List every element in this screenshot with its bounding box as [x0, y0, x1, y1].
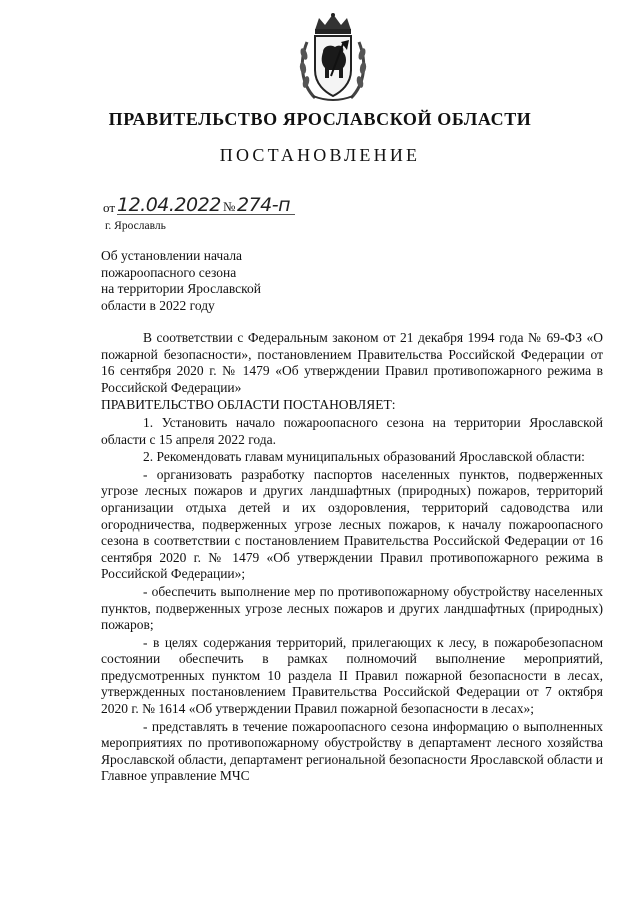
subject-line: на территории Ярославской [101, 281, 261, 297]
resolution-heading: ПРАВИТЕЛЬСТВО ОБЛАСТИ ПОСТАНОВЛЯЕТ: [101, 397, 396, 413]
city-label: г. Ярославль [105, 220, 166, 232]
clause-2-item-2: - обеспечить выполнение мер по противопожарному обустройству населенных пунктов, подверженных угрозе лесных пожаров и других ландшафтных (природных) пожаров; [101, 583, 603, 633]
date-underline [117, 214, 295, 215]
clause-2-item-3: - в целях содержания территорий, прилегающих к лесу, в пожаробезопасном состоянии обеспечить в рамках полномочий выполнение мероприятий, предусмотренных пунктом 10 раздела II Правил пожарной безопасности в лесах, утвержденных постановлением Правительства Российской Федерации от 7 октября 2020 г. № 1614 «Об утверждении Правил пожарной безопасности в лесах»; [101, 634, 603, 717]
subject-line: Об установлении начала [101, 248, 243, 263]
clause-1: 1. Установить начало пожароопасного сезона на территории Ярославской области с 15 апреля 2022 года. [101, 414, 603, 447]
document-type-title: ПОСТАНОВЛЕНИЕ [219, 145, 421, 165]
clause-2-item-4: - представлять в течение пожароопасного сезона информацию о выполненных мероприятиях по противопожарному обустройству в департамент лесного хозяйства Ярославской области, департамент региональной безопасности Ярославской области и Главное управление МЧС [101, 718, 603, 784]
preamble-paragraph: В соответствии с Федеральным законом от 21 декабря 1994 года № 69-ФЗ «О пожарной безопасности», постановлением Правительства Российской Федерации от 16 сентября 2020 г. № 1479 «Об утверждении Правил противопожарного режима в Российской Федерации» [101, 330, 603, 395]
number-sign: № [223, 199, 236, 214]
clause-2-item-1: - организовать разработку паспортов населенных пунктов, подверженных угрозе лесных пожаров и других ландшафтных (природных) пожаров, территорий организации отдыха детей и их оздоровления, территорий садоводства или огородничества, подверженных угрозе лесных пожаров, к началу пожароопасного сезона в соответствии с постановлением Правительства Российской Федерации от 16 сентября 2020 г. № 1479 «Об утверждении Правил противопожарного режима в Российской Федерации»; [101, 466, 603, 582]
handwritten-number: 274-п [237, 194, 291, 216]
subject-line: пожароопасного сезона [101, 264, 237, 280]
government-title: ПРАВИТЕЛЬСТВО ЯРОСЛАВСКОЙ ОБЛАСТИ [108, 109, 532, 129]
coat-of-arms-emblem [293, 12, 373, 104]
document-subject [101, 248, 361, 315]
date-number-row [103, 194, 333, 220]
clause-2: 2. Рекомендовать главам муниципальных образований Ярославской области: [143, 449, 585, 465]
handwritten-date: 12.04.2022 [117, 194, 221, 216]
date-prefix: от [103, 200, 116, 215]
document-body [101, 330, 603, 785]
subject-line: области в 2022 году [101, 298, 215, 314]
